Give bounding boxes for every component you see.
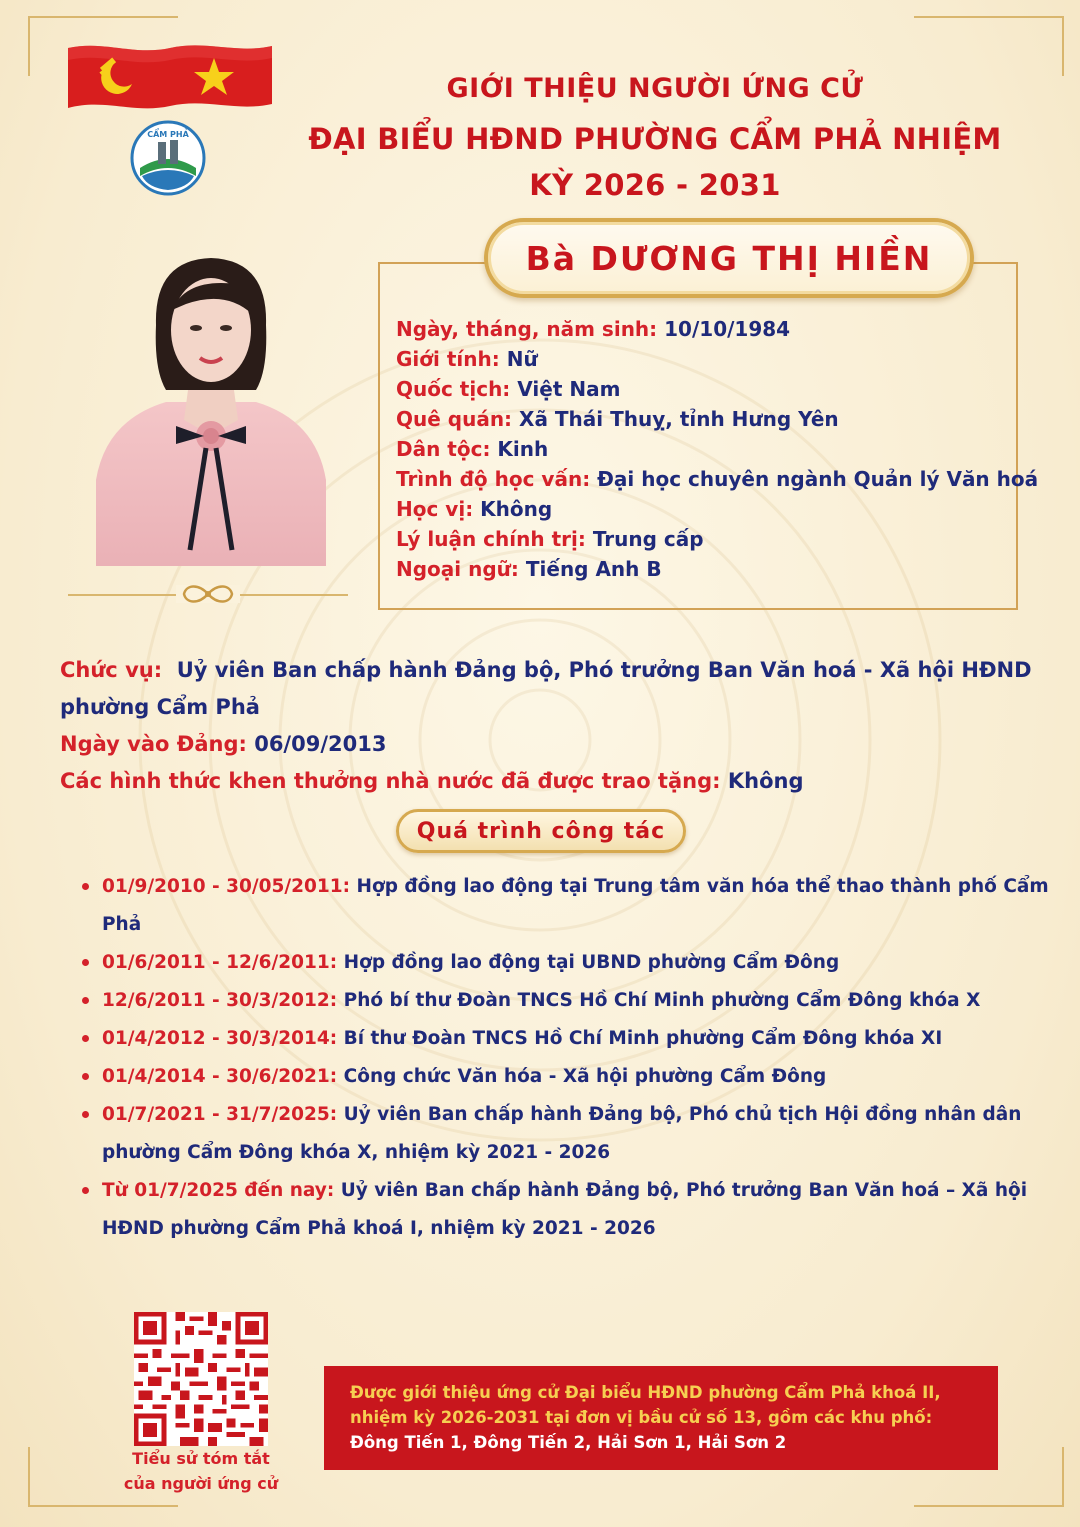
svg-text:CẨM PHẢ: CẨM PHẢ <box>147 130 189 139</box>
election-unit-intro: Được giới thiệu ứng cử Đại biểu HĐND phường Cẩm Phả khoá II, nhiệm kỳ 2026-2031 tại đơn vị bầu cử số 13, gồm các khu phố: <box>350 1383 941 1427</box>
info-gender: Giới tính: Nữ <box>396 347 538 371</box>
candidate-portrait-icon <box>96 230 326 566</box>
list-item: 01/4/2012 - 30/3/2014: Bí thư Đoàn TNCS Hồ Chí Minh phường Cẩm Đông khóa XI <box>80 1020 1050 1058</box>
election-unit-box <box>324 1366 998 1470</box>
list-item: 01/7/2021 - 31/7/2025: Uỷ viên Ban chấp hành Đảng bộ, Phó chủ tịch Hội đồng nhân dân phường Cẩm Đông khóa X, nhiệm kỳ 2021 - 2026 <box>80 1096 1050 1172</box>
info-foreign-language: Ngoại ngữ: Tiếng Anh B <box>396 557 662 581</box>
poster-header <box>290 70 1020 208</box>
candidate-photo <box>96 230 326 566</box>
info-ethnicity: Dân tộc: Kinh <box>396 437 549 461</box>
frame-corner <box>914 16 1064 76</box>
flourish-icon <box>176 581 240 607</box>
list-item: 12/6/2011 - 30/3/2012: Phó bí thư Đoàn TNCS Hồ Chí Minh phường Cẩm Đông khóa X <box>80 982 1050 1020</box>
hammer-sickle-star-flag-icon <box>64 38 276 116</box>
awards-row: Các hình thức khen thưởng nhà nước đã được trao tặng: Không <box>60 769 804 793</box>
list-item: Từ 01/7/2025 đến nay: Uỷ viên Ban chấp hành Đảng bộ, Phó trưởng Ban Văn hoá – Xã hội HĐND phường Cẩm Phả khoá I, nhiệm kỳ 2021 - 2026 <box>80 1172 1050 1248</box>
info-political-theory: Lý luận chính trị: Trung cấp <box>396 527 704 551</box>
qr-caption: Tiểu sử tóm tắt của người ứng cử <box>123 1449 279 1493</box>
info-nationality: Quốc tịch: Việt Nam <box>396 377 621 401</box>
header-title-line1: GIỚI THIỆU NGƯỜI ỨNG CỬ <box>446 73 864 104</box>
info-birthdate: Ngày, tháng, năm sinh: 10/10/1984 <box>396 317 791 341</box>
candidate-name-banner <box>484 218 974 298</box>
header-title-line2: ĐẠI BIỂU HĐND PHƯỜNG CẨM PHẢ NHIỆM KỲ 2026 - 2031 <box>308 122 1002 202</box>
info-education: Trình độ học vấn: Đại học chuyên ngành Quản lý Văn hoá <box>396 467 1039 491</box>
list-item: 01/9/2010 - 30/05/2011: Hợp đồng lao động tại Trung tâm văn hóa thể thao thành phố Cẩm Phả <box>80 868 1050 944</box>
info-hometown: Quê quán: Xã Thái Thuỵ, tỉnh Hưng Yên <box>396 407 839 431</box>
position-row: Chức vụ: Uỷ viên Ban chấp hành Đảng bộ, Phó trưởng Ban Văn hoá - Xã hội HĐND phường Cẩm Phả <box>60 658 1032 719</box>
position-section <box>60 652 1040 800</box>
list-item: 01/4/2014 - 30/6/2021: Công chức Văn hóa - Xã hội phường Cẩm Đông <box>80 1058 1050 1096</box>
qr-code-icon[interactable] <box>134 1312 268 1446</box>
info-degree: Học vị: Không <box>396 497 553 521</box>
career-title: Quá trình công tác <box>416 818 666 844</box>
career-title-banner <box>396 809 686 853</box>
candidate-name: Bà DƯƠNG THỊ HIỀN <box>525 238 933 278</box>
election-unit-areas: Đông Tiến 1, Đông Tiến 2, Hải Sơn 1, Hải Sơn 2 <box>350 1433 787 1452</box>
party-date-row: Ngày vào Đảng: 06/09/2013 <box>60 732 387 756</box>
career-list <box>80 868 1050 1248</box>
cam-pha-emblem-icon <box>130 120 206 196</box>
list-item: 01/6/2011 - 12/6/2011: Hợp đồng lao động tại UBND phường Cẩm Đông <box>80 944 1050 982</box>
personal-info-list <box>396 314 1039 584</box>
